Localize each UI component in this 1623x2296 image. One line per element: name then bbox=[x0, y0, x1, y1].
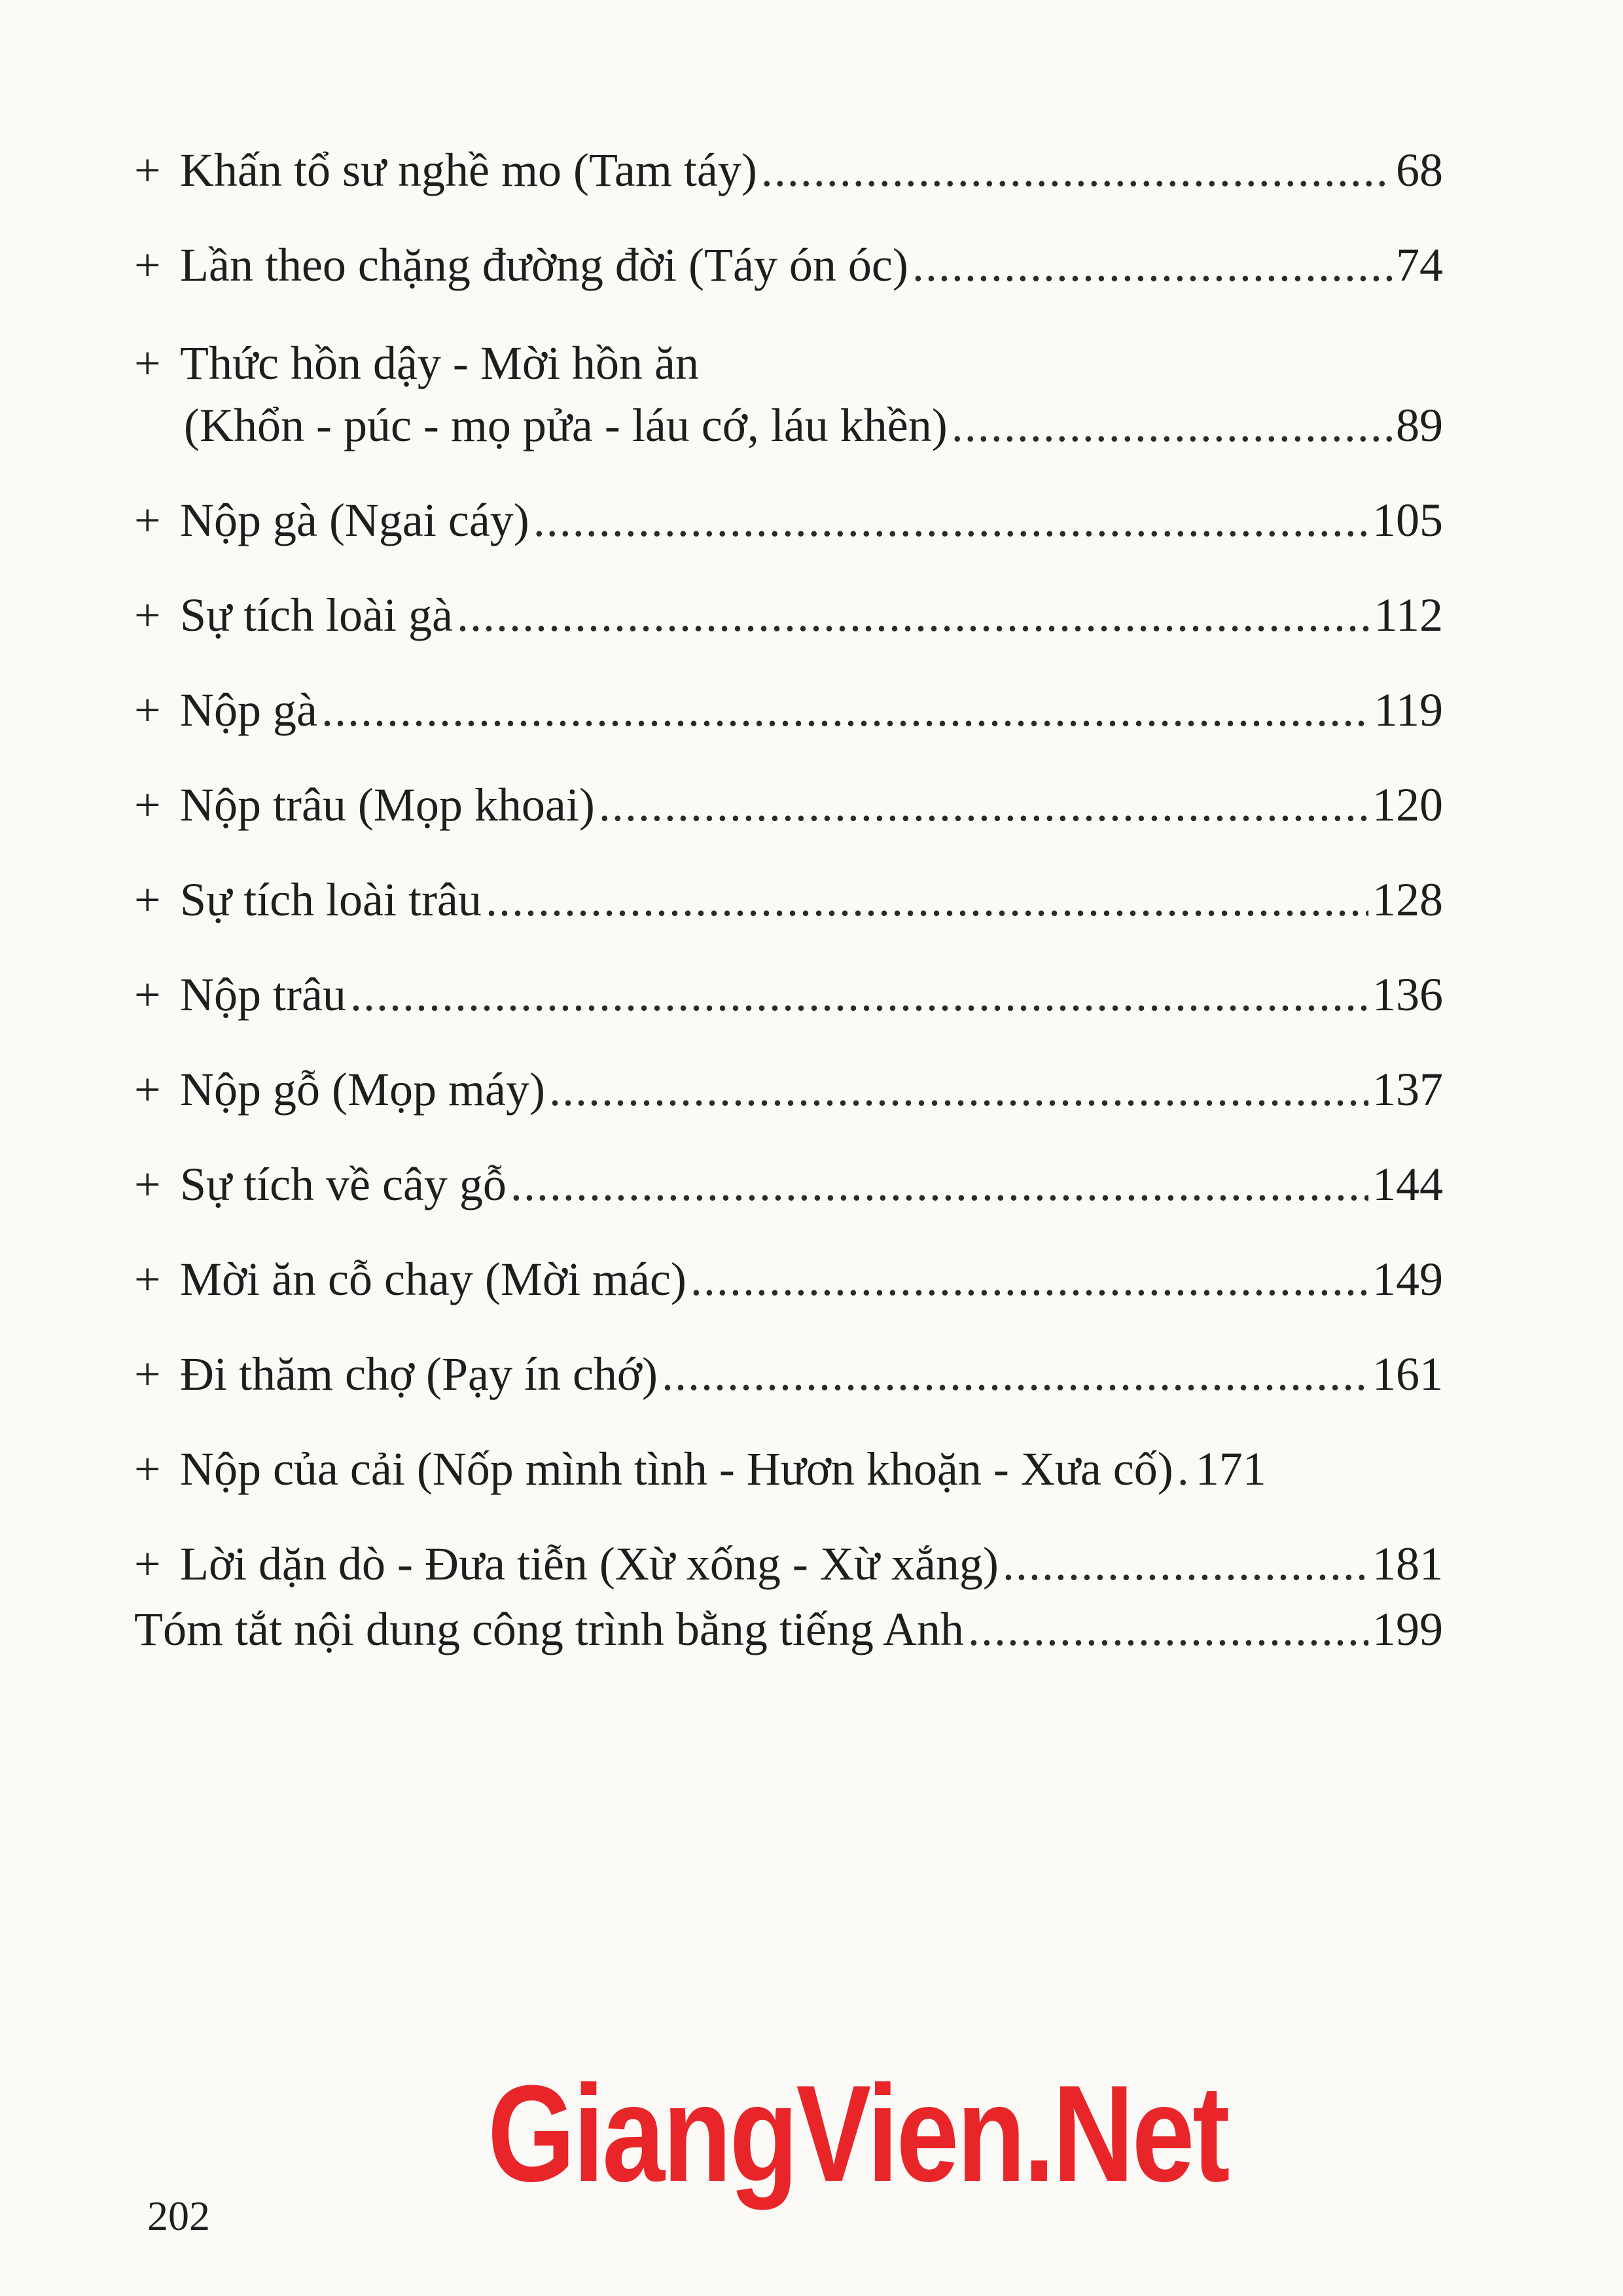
entry-title: Nộp của cải (Nốp mình tình - Hươn khoặn - Xưa cố) bbox=[180, 1443, 1173, 1495]
dot-leader bbox=[662, 1345, 1368, 1404]
entry-page-number: 136 bbox=[1372, 968, 1443, 1021]
entry-bullet: + bbox=[134, 1348, 161, 1400]
entry-title: Nộp gỗ (Mọp máy) bbox=[180, 1063, 545, 1116]
entry-bullet: + bbox=[134, 968, 161, 1021]
entry-page-number: 105 bbox=[1372, 494, 1443, 546]
toc-entry bbox=[134, 330, 1443, 455]
entry-title: Khấn tổ sư nghề mo (Tam táy) bbox=[180, 144, 757, 196]
dot-leader bbox=[510, 1155, 1368, 1214]
entry-bullet: + bbox=[134, 1538, 161, 1590]
entry-page-number: 181 bbox=[1372, 1538, 1443, 1590]
dot-leader bbox=[457, 586, 1370, 645]
entry-title: Lời dặn dò - Đưa tiễn (Xừ xống - Xừ xắng) bbox=[180, 1538, 999, 1590]
entry-page-number: 74 bbox=[1396, 239, 1443, 291]
toc-entry bbox=[134, 870, 1443, 929]
toc-entry bbox=[134, 775, 1443, 834]
entry-page-number: 120 bbox=[1372, 779, 1443, 831]
dot-leader bbox=[690, 1250, 1368, 1309]
toc-entry bbox=[134, 1345, 1443, 1404]
toc-entry bbox=[134, 491, 1443, 550]
dot-leader bbox=[912, 236, 1392, 294]
dot-leader bbox=[599, 775, 1368, 834]
dot-leader bbox=[549, 1060, 1368, 1119]
entry-page-number: 149 bbox=[1372, 1253, 1443, 1305]
toc-entry bbox=[134, 1439, 1443, 1498]
entry-title-line2-wrap bbox=[134, 396, 1443, 455]
toc-entry bbox=[134, 965, 1443, 1024]
entry-page-number: 144 bbox=[1372, 1158, 1443, 1210]
entry-title: Nộp gà bbox=[180, 684, 317, 736]
toc-entry bbox=[134, 680, 1443, 739]
entry-title: Sự tích loài trâu bbox=[180, 874, 482, 926]
table-of-contents bbox=[134, 141, 1443, 1695]
entry-bullet: + bbox=[134, 337, 161, 389]
entry-page-number: 128 bbox=[1372, 874, 1443, 926]
entry-bullet: + bbox=[134, 1158, 161, 1210]
dot-leader bbox=[486, 870, 1368, 929]
entry-bullet: + bbox=[134, 779, 161, 831]
entry-page-number: 171 bbox=[1195, 1443, 1266, 1495]
toc-entry bbox=[134, 1155, 1443, 1214]
entry-title-line1-wrap bbox=[134, 330, 1443, 396]
entry-page-number: 68 bbox=[1396, 144, 1443, 196]
entry-bullet: + bbox=[134, 239, 161, 291]
entry-title: Tóm tắt nội dung công trình bằng tiếng Anh bbox=[134, 1603, 964, 1655]
toc-entry bbox=[134, 586, 1443, 645]
toc-entry-summary bbox=[134, 1600, 1443, 1659]
entry-page-number: 137 bbox=[1372, 1063, 1443, 1116]
entry-title: Nộp trâu (Mọp khoai) bbox=[180, 779, 595, 831]
entry-title: Sự tích về cây gỗ bbox=[180, 1158, 507, 1210]
entry-bullet: + bbox=[134, 1063, 161, 1116]
entry-title: Nộp gà (Ngai cáy) bbox=[180, 494, 529, 546]
page-number: 202 bbox=[147, 2193, 210, 2239]
watermark-logo: GiangVien.Net bbox=[488, 2057, 1228, 2210]
toc-entry bbox=[134, 236, 1443, 294]
entry-page-number: 112 bbox=[1374, 589, 1443, 641]
entry-bullet: + bbox=[134, 684, 161, 736]
entry-title-line2: (Khổn - púc - mọ pửa - láu cớ, láu khền) bbox=[184, 399, 948, 451]
dot-leader bbox=[761, 141, 1392, 200]
entry-bullet: + bbox=[134, 589, 161, 641]
dot-leader bbox=[350, 965, 1368, 1024]
dot-leader bbox=[533, 491, 1368, 550]
entry-bullet: + bbox=[134, 1443, 161, 1495]
toc-entry bbox=[134, 1534, 1443, 1593]
entry-page-number: 89 bbox=[1396, 399, 1443, 451]
entry-title: Nộp trâu bbox=[180, 968, 346, 1021]
entry-title: Mời ăn cỗ chay (Mời mác) bbox=[180, 1253, 687, 1305]
spacer bbox=[1177, 1439, 1192, 1498]
entry-bullet: + bbox=[134, 144, 161, 196]
entry-title-line1: Thức hồn dậy - Mời hồn ăn bbox=[180, 337, 699, 389]
entry-page-number: 161 bbox=[1372, 1348, 1443, 1400]
entry-bullet: + bbox=[134, 874, 161, 926]
toc-entry bbox=[134, 1060, 1443, 1119]
entry-page-number: 119 bbox=[1374, 684, 1443, 736]
entry-bullet: + bbox=[134, 494, 161, 546]
dot-leader bbox=[968, 1600, 1368, 1659]
entry-title: Lần theo chặng đường đời (Táy ón óc) bbox=[180, 239, 908, 291]
toc-entry bbox=[134, 141, 1443, 200]
dot-leader bbox=[952, 396, 1392, 455]
toc-entry bbox=[134, 1250, 1443, 1309]
entry-title: Sự tích loài gà bbox=[180, 589, 453, 641]
entry-page-number: 199 bbox=[1372, 1603, 1443, 1655]
entry-bullet: + bbox=[134, 1253, 161, 1305]
dot-leader bbox=[1003, 1534, 1368, 1593]
entry-title: Đi thăm chợ (Pạy ín chớ) bbox=[180, 1348, 658, 1400]
dot-leader bbox=[321, 680, 1370, 739]
